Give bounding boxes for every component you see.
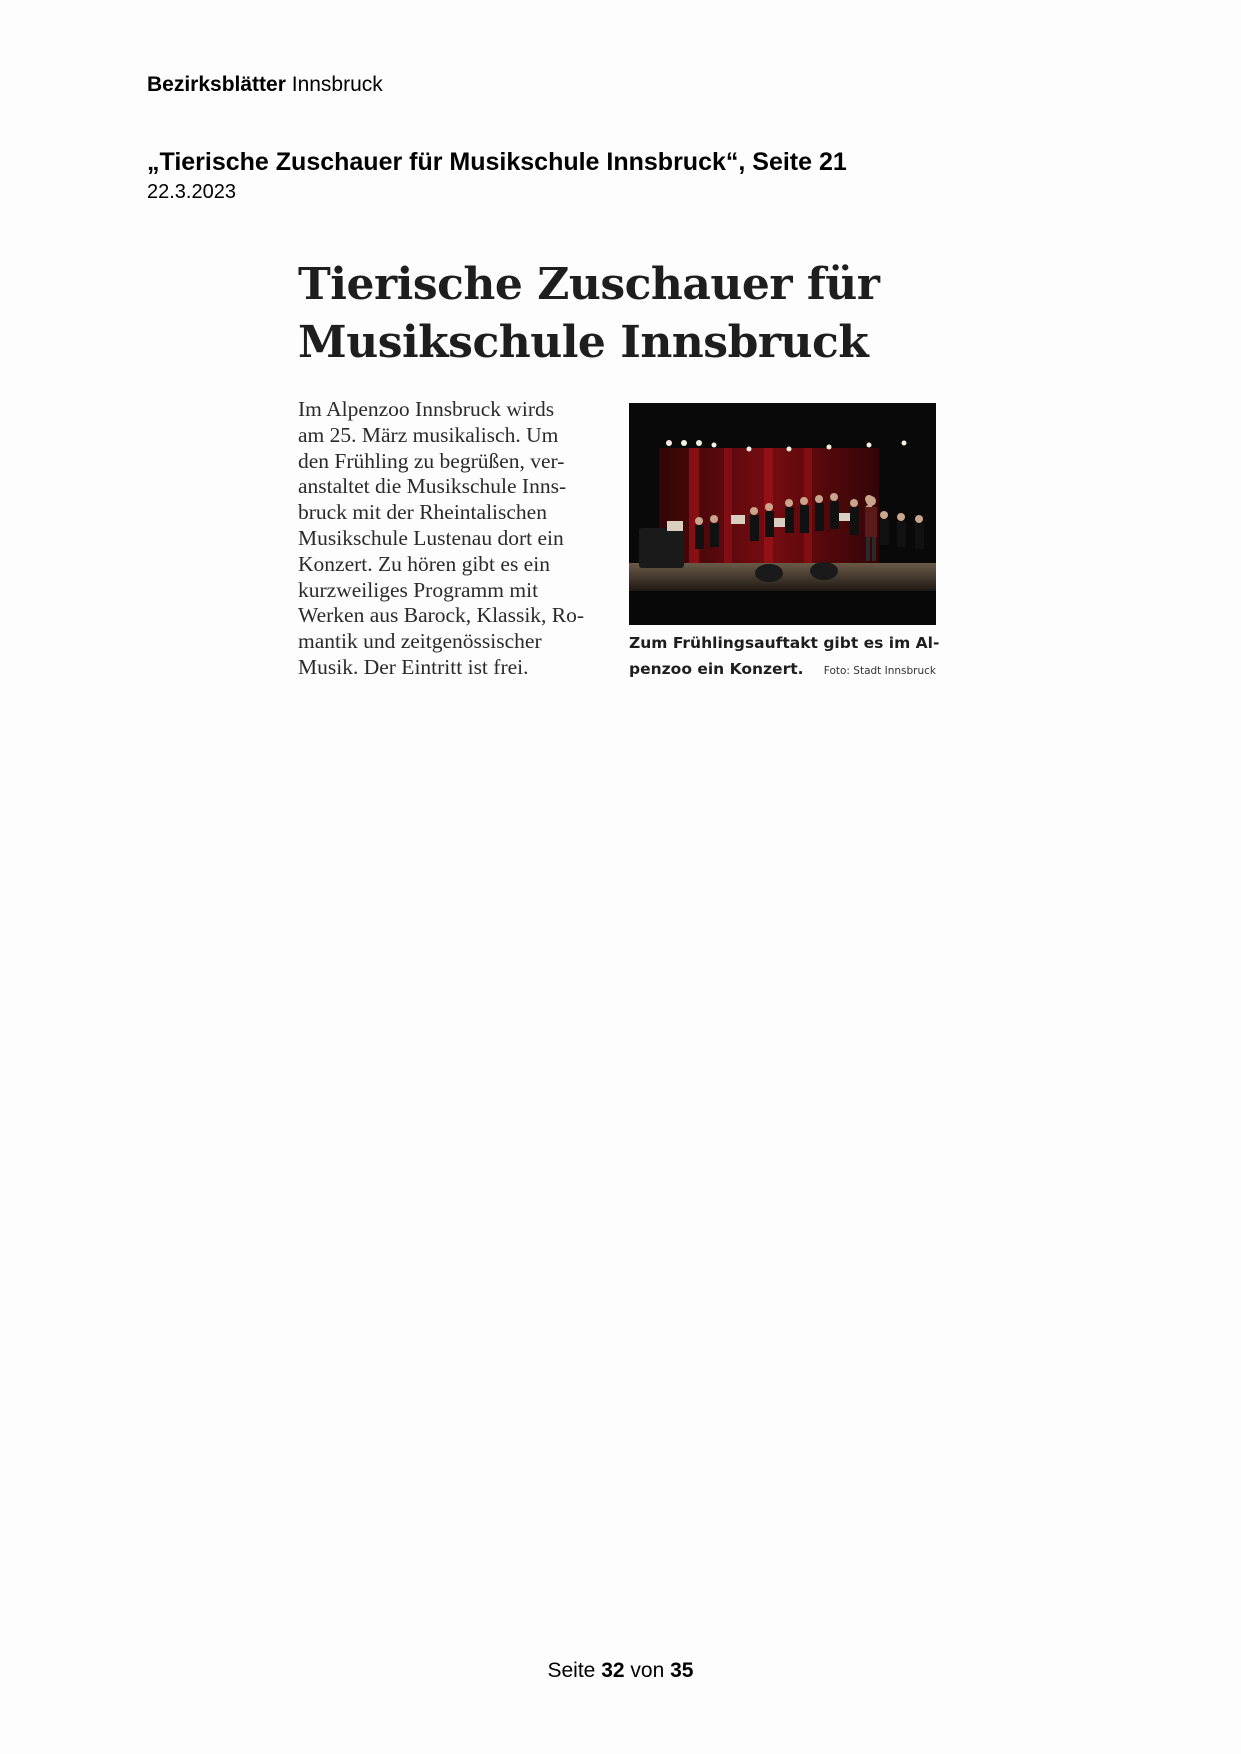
clipping-body-text: Im Alpenzoo Innsbruck wirds am 25. März musikalisch. Um den Frühling zu begrüßen, ver- anstaltet die Musikschule Inns- bruck mit der Rheintalischen Musikschule Lustenau dort ein Konzert. Zu hören gibt es ein kurzweiliges Programm mit Werken aus Barock, Klassik, Ro- mantik und zeitgenössischer Musik. Der Eintritt ist frei. — [298, 397, 585, 679]
concert-photo-image — [629, 403, 936, 625]
article-headline: „Tierische Zuschauer für Musikschule Innsbruck“, Seite 21 — [147, 148, 847, 176]
clipping-title-line1: Tierische Zuschauer für — [298, 259, 880, 310]
photo-credit: Foto: Stadt Innsbruck — [823, 665, 936, 677]
clipping-title — [298, 256, 938, 372]
page-number — [0, 1658, 1241, 1684]
article-date: 22.3.2023 — [147, 181, 236, 203]
caption-line2-text: penzoo ein Konzert. — [629, 660, 804, 678]
publication-region: Innsbruck — [291, 73, 383, 96]
concert-photo — [629, 403, 936, 625]
page-label: Seite — [547, 1659, 596, 1682]
caption-line1: Zum Frühlingsauftakt gibt es im Al- — [629, 634, 940, 652]
page-total: 35 — [670, 1659, 694, 1682]
publication-title: Bezirksblätter — [147, 73, 286, 96]
page-of: von — [630, 1659, 665, 1682]
caption-line2 — [629, 656, 936, 682]
publication-name — [147, 72, 383, 98]
clipping-title-line2: Musikschule Innsbruck — [298, 317, 869, 368]
photo-caption — [629, 630, 940, 682]
page-current: 32 — [601, 1659, 625, 1682]
